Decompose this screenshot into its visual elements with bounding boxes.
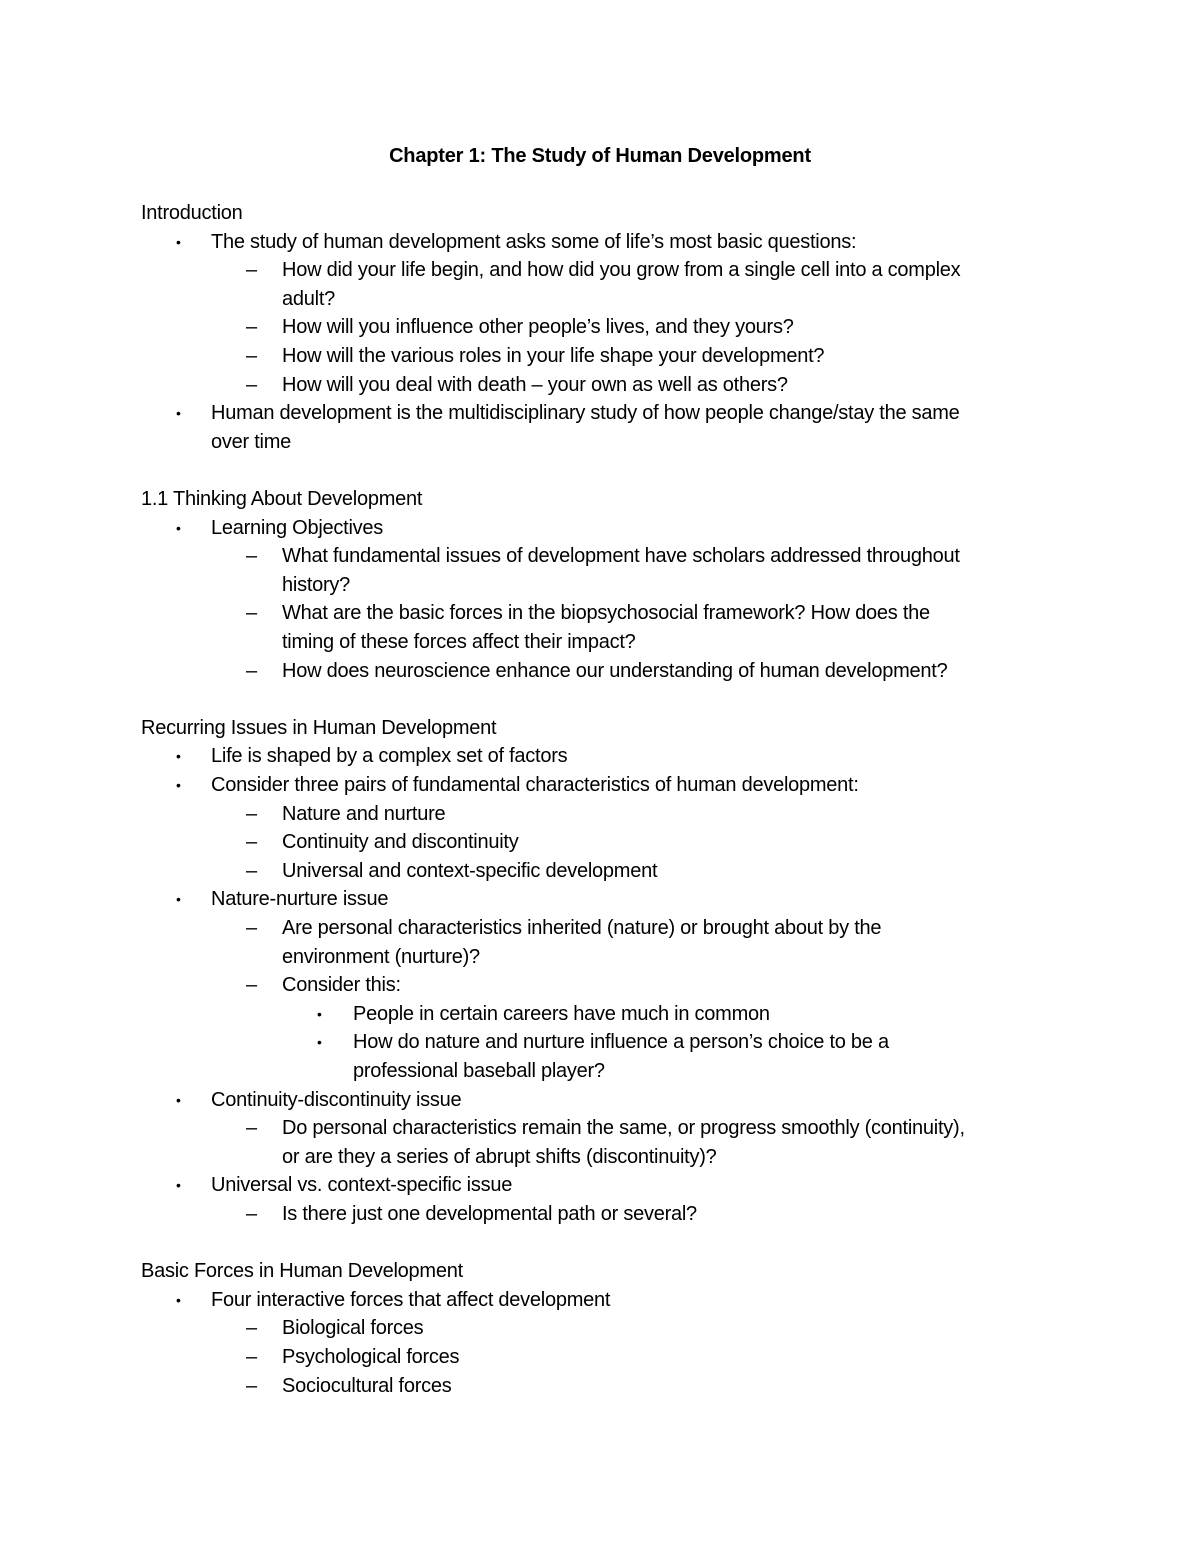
section-heading: Recurring Issues in Human Development bbox=[141, 716, 497, 739]
bullet-marker: • bbox=[176, 1177, 181, 1194]
bullet-marker: • bbox=[176, 1091, 181, 1108]
list-item-text: How will you influence other people’s lives, and they yours? bbox=[282, 316, 794, 339]
dash-marker: – bbox=[246, 831, 257, 854]
list-item-text: Four interactive forces that affect development bbox=[211, 1288, 611, 1311]
section-heading: Introduction bbox=[141, 202, 243, 224]
dash-marker: – bbox=[246, 1203, 257, 1225]
bullet-marker: • bbox=[176, 1291, 181, 1308]
list-item-text: Nature and nurture bbox=[282, 802, 446, 825]
list-item-text: Biological forces bbox=[282, 1317, 424, 1340]
dash-marker: – bbox=[246, 259, 257, 282]
dash-marker: – bbox=[246, 802, 257, 825]
bullet-marker: • bbox=[317, 1034, 322, 1051]
list-item-text: What are the basic forces in the biopsychosocial framework? How does the bbox=[282, 602, 930, 625]
dash-marker: – bbox=[246, 859, 257, 882]
list-item-text: Human development is the multidisciplinary study of how people change/stay the same bbox=[211, 402, 960, 425]
bullet-marker: • bbox=[317, 1005, 322, 1022]
list-item-text: How will you deal with death – your own as well as others? bbox=[282, 373, 788, 396]
list-item-text: How do nature and nurture influence a person’s choice to be a bbox=[353, 1031, 889, 1054]
dash-marker: – bbox=[246, 345, 257, 367]
list-item-text: Do personal characteristics remain the same, or progress smoothly (continuity), bbox=[282, 1117, 965, 1140]
list-item-text: over time bbox=[211, 430, 291, 453]
bullet-marker: • bbox=[176, 891, 181, 908]
list-item-text: People in certain careers have much in common bbox=[353, 1002, 770, 1025]
dash-marker: – bbox=[246, 1317, 257, 1340]
list-item-text: professional baseball player? bbox=[353, 1060, 605, 1082]
list-item-text: Continuity-discontinuity issue bbox=[211, 1088, 462, 1111]
list-item-text: Continuity and discontinuity bbox=[282, 831, 519, 854]
bullet-marker: • bbox=[176, 405, 181, 422]
list-item-text: Life is shaped by a complex set of factors bbox=[211, 745, 568, 768]
list-item-text: history? bbox=[282, 573, 351, 596]
bullet-marker: • bbox=[176, 777, 181, 793]
list-item-text: Consider three pairs of fundamental characteristics of human development: bbox=[211, 774, 859, 796]
dash-marker: – bbox=[246, 1117, 257, 1140]
list-item-text: or are they a series of abrupt shifts (discontinuity)? bbox=[282, 1145, 717, 1168]
bullet-marker: • bbox=[176, 233, 181, 250]
list-item-text: timing of these forces affect their impact? bbox=[282, 631, 636, 653]
dash-marker: – bbox=[246, 373, 257, 396]
list-item-text: How does neuroscience enhance our understanding of human development? bbox=[282, 659, 948, 682]
list-item-text: Sociocultural forces bbox=[282, 1374, 452, 1397]
list-item-text: Universal vs. context-specific issue bbox=[211, 1174, 513, 1197]
section-heading: Basic Forces in Human Development bbox=[141, 1260, 463, 1283]
list-item-text: What fundamental issues of development have scholars addressed throughout bbox=[282, 545, 960, 568]
dash-marker: – bbox=[246, 1374, 257, 1397]
list-item-text: The study of human development asks some of life’s most basic questions: bbox=[211, 230, 857, 253]
dash-marker: – bbox=[246, 1346, 257, 1368]
dash-marker: – bbox=[246, 659, 257, 682]
bullet-marker: • bbox=[176, 748, 181, 765]
list-item-text: How will the various roles in your life shape your development? bbox=[282, 345, 825, 367]
list-item-text: Universal and context-specific development bbox=[282, 859, 658, 882]
page-title: Chapter 1: The Study of Human Development bbox=[389, 145, 811, 167]
list-item-text: Nature-nurture issue bbox=[211, 888, 389, 911]
list-item-text: Consider this: bbox=[282, 974, 401, 997]
bullet-marker: • bbox=[176, 519, 181, 536]
list-item-text: environment (nurture)? bbox=[282, 945, 480, 968]
dash-marker: – bbox=[246, 974, 257, 997]
dash-marker: – bbox=[246, 545, 257, 568]
list-item-text: Learning Objectives bbox=[211, 516, 384, 539]
section-heading: 1.1 Thinking About Development bbox=[141, 488, 423, 510]
list-item-text: Is there just one developmental path or several? bbox=[282, 1203, 697, 1225]
list-item-text: adult? bbox=[282, 287, 335, 310]
list-item-text: Are personal characteristics inherited (nature) or brought about by the bbox=[282, 917, 882, 939]
dash-marker: – bbox=[246, 316, 257, 339]
list-item-text: How did your life begin, and how did you grow from a single cell into a complex bbox=[282, 259, 961, 282]
dash-marker: – bbox=[246, 917, 257, 939]
list-item-text: Psychological forces bbox=[282, 1346, 460, 1368]
dash-marker: – bbox=[246, 602, 257, 625]
